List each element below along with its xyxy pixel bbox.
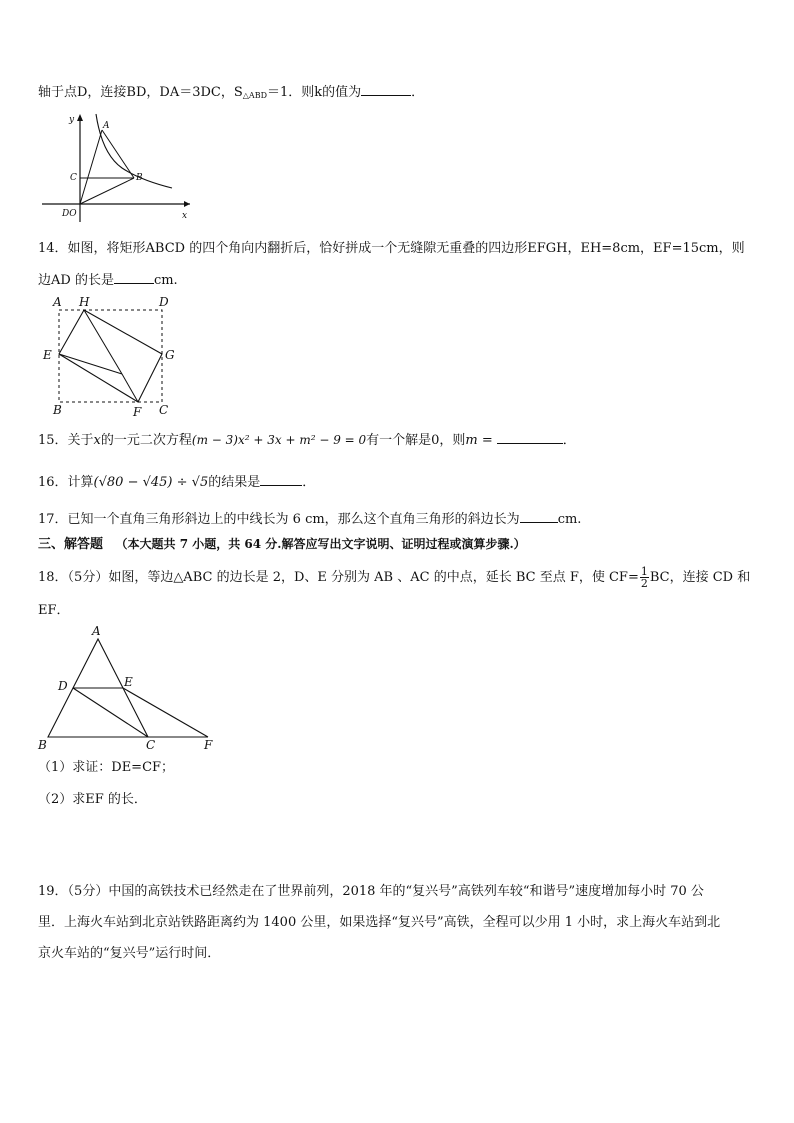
q18-line2: EF． bbox=[38, 603, 70, 618]
q16-prefix: 16．计算 bbox=[38, 475, 94, 490]
q18-fraction bbox=[640, 566, 649, 589]
q14-figure bbox=[40, 292, 190, 422]
quadrilateral-efgh bbox=[59, 310, 162, 402]
q18-part1: （1）求证：DE=CF； bbox=[38, 760, 175, 775]
label-c: C bbox=[159, 403, 169, 417]
section3-note: （本大题共 7 小题，共 64 分.解答应写出文字说明、证明过程或演算步骤.） bbox=[115, 537, 526, 551]
q13-line bbox=[38, 83, 424, 105]
label-a: A bbox=[103, 121, 110, 131]
q18-frac-num: 1 bbox=[640, 565, 648, 578]
label-d: D bbox=[58, 679, 68, 693]
label-e: E bbox=[43, 348, 52, 362]
q14-line2 bbox=[38, 271, 178, 290]
label-e: E bbox=[124, 675, 133, 689]
q18-line1-suffix: BC，连接 CD 和 bbox=[649, 570, 751, 585]
label-b: B bbox=[136, 173, 143, 183]
label-a: A bbox=[92, 624, 101, 638]
q13-end: ． bbox=[411, 85, 425, 100]
q19-line2: 里．上海火车站到北京站铁路距离约为 1400 公里，如果选择“复兴号”高铁，全程可以少用 1 小时，求上海火车站到北 bbox=[38, 915, 721, 930]
q13-figure bbox=[40, 112, 200, 224]
q15-after: 有一个解是0，则 bbox=[366, 433, 466, 448]
section3-header bbox=[38, 535, 526, 554]
label-a: A bbox=[53, 295, 62, 309]
q16-line bbox=[38, 473, 315, 492]
q14-line2-suffix: cm. bbox=[153, 273, 178, 288]
q15-end: ． bbox=[562, 433, 576, 448]
label-do: DO bbox=[62, 209, 77, 219]
label-h: H bbox=[79, 295, 90, 309]
q18-frac-den: 2 bbox=[640, 577, 648, 590]
q17-line bbox=[38, 510, 581, 529]
q13-answer-blank[interactable] bbox=[361, 83, 411, 96]
q16-end: ． bbox=[302, 475, 316, 490]
q15-mid: 的一元二次方程 bbox=[100, 433, 192, 448]
q13-suffix: ＝1．则k的值为 bbox=[267, 85, 362, 100]
q14-answer-blank[interactable] bbox=[114, 271, 154, 284]
q16-expression: (√80 − √45) ÷ √5 bbox=[93, 475, 209, 490]
label-y: y bbox=[69, 115, 75, 125]
q18-figure bbox=[36, 625, 226, 753]
q16-answer-blank[interactable] bbox=[260, 473, 302, 486]
section3-title: 三、解答题 bbox=[38, 537, 104, 552]
label-x: x bbox=[182, 211, 188, 221]
rectangle-abcd bbox=[59, 310, 162, 402]
q17-end: cm. bbox=[557, 512, 582, 527]
q14-line2-prefix: 边AD 的长是 bbox=[38, 273, 114, 288]
line-ab bbox=[102, 130, 134, 178]
q15-prefix: 15．关于 bbox=[38, 433, 94, 448]
line-da bbox=[80, 130, 102, 204]
label-g: G bbox=[165, 348, 175, 362]
label-c: C bbox=[146, 738, 156, 752]
fold-line-1 bbox=[59, 354, 122, 374]
q16-suffix: 的结果是 bbox=[208, 475, 261, 490]
q19-line3: 京火车站的“复兴号”运行时间． bbox=[38, 946, 221, 961]
q17-answer-blank[interactable] bbox=[520, 510, 558, 523]
y-axis-arrow bbox=[77, 114, 83, 121]
q15-var: x bbox=[93, 433, 101, 448]
q18-line1 bbox=[38, 566, 750, 589]
q14-line1: 14．如图，将矩形ABCD 的四个角向内翻折后，恰好拼成一个无缝隙无重叠的四边形EFGH，EH=8cm，EF=15cm，则 bbox=[38, 241, 745, 256]
label-d: D bbox=[159, 295, 169, 309]
q18-line1-prefix: 18．（5分）如图，等边△ABC 的边长是 2，D、E 分别为 AB 、AC 的中点，延长 BC 至点 F，使 CF= bbox=[38, 570, 639, 585]
label-b: B bbox=[53, 403, 62, 417]
label-b: B bbox=[38, 738, 47, 752]
q13-subscript: △ABD bbox=[242, 91, 267, 100]
q15-answer-blank[interactable] bbox=[497, 431, 563, 444]
fold-line-2 bbox=[84, 310, 122, 374]
q13-prefix: 轴于点D，连接BD，DA＝3DC，S bbox=[38, 85, 243, 100]
q18-part2: （2）求EF 的长． bbox=[38, 792, 147, 807]
line-db bbox=[80, 178, 134, 204]
fold-line-3 bbox=[122, 374, 138, 402]
label-f: F bbox=[204, 738, 213, 752]
q17-text: 17．已知一个直角三角形斜边上的中线长为 6 cm，那么这个直角三角形的斜边长为 bbox=[38, 512, 520, 527]
label-f: F bbox=[133, 405, 142, 419]
x-axis-arrow bbox=[184, 201, 190, 207]
q15-equation: (m − 3)x² + 3x + m² − 9 = 0 bbox=[191, 433, 367, 447]
q15-line bbox=[38, 431, 576, 450]
label-c: C bbox=[70, 173, 77, 183]
q19-line1: 19．（5分）中国的高铁技术已经然走在了世界前列，2018 年的“复兴号”高铁列车较“和谐号”速度增加每小时 70 公 bbox=[38, 884, 704, 899]
q15-m-eq: m = bbox=[465, 433, 493, 448]
